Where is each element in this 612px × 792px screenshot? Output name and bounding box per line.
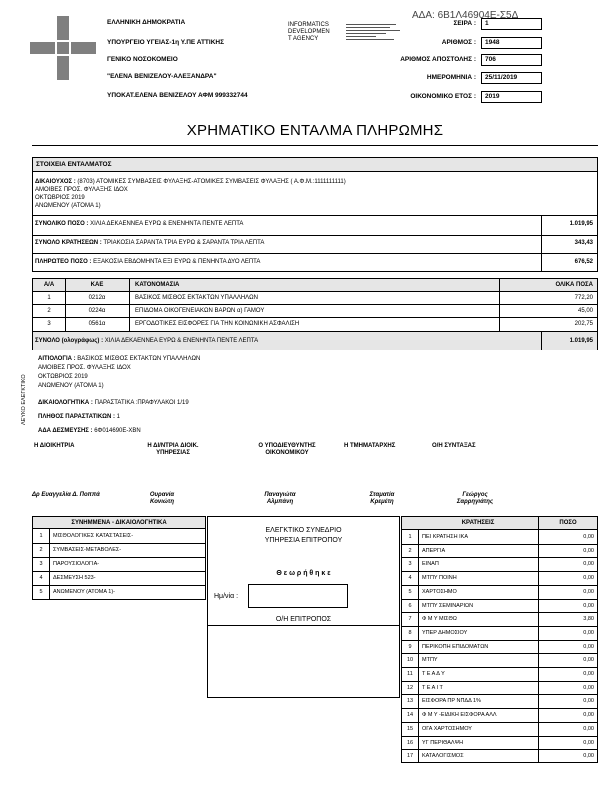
audit-title-2: ΥΠΗΡΕΣΙΑ ΕΠΙΤΡΟΠΟΥ [264,537,343,544]
commitment-ada-label: ΑΔΑ ΔΕΣΜΕΥΣΗΣ : [38,428,93,434]
deduction-index: 12 [406,684,414,691]
name-deputy-finance: Παναγιώτα Αλμπάνη [264,492,296,505]
row-divider [402,667,597,668]
reason-line-3: ΑΝΩΜΕΝΟΥ (ΑΤΟΜΑ 1) [38,383,104,389]
deduction-amount: 0,00 [583,684,594,691]
commitment-ada [38,428,141,435]
details-line-1: ΑΜΟΙΒΕΣ ΠΡΟΣ. ΦΥΛΑΞΗΣ ΙΔΟΧ [35,187,128,193]
total-amount-text: ΧΙΛΙΑ ΔΕΚΑΕΝΝΕΑ ΕΥΡΩ & ΕΝΕΝΗΝΤΑ ΠΕΝΤΕ ΛΕΠΤΑ [90,221,244,227]
document-title: ΧΡΗΜΑΤΙΚΟ ΕΝΤΑΛΜΑ ΠΛΗΡΩΜΗΣ [186,122,444,139]
deduction-amount: 0,00 [583,712,594,719]
total-amount-value: 1.019,95 [569,221,593,227]
field-year-value: 2019 [481,91,542,103]
deduction-name: Τ Ε Α Δ Υ [422,671,445,677]
audit-title-1: ΕΛΕΓΚΤΙΚΟ ΣΥΝΕΔΡΙΟ [265,527,342,534]
row-divider [402,722,597,723]
ada-number: ΑΔΑ: 6Β1Λ46904Ε-Σ5Δ [412,10,519,21]
role-author: Ο/Η ΣΥΝΤΑΞΑΣ [432,443,476,449]
items-header-aa: Α/Α [43,282,55,288]
org-line-3: ΓΕΝΙΚΟ ΝΟΣΟΚΟΜΕΙΟ [107,56,178,63]
field-number-label: ΑΡΙΘΜΟΣ : [441,39,476,46]
agency-logo-text: INFORMATICS DEVELOPMEN T AGENCY [288,22,330,42]
row-divider [402,640,597,641]
items-table: Α/Α ΚΑΕ ΚΑΤΟΝΟΜΑΣΙΑ ΟΛΙΚΑ ΠΟΣΑ 1 0212α ΒΑΣΙΚΟΣ ΜΙΣΘΟΣ ΕΚΤΑΚΤΩΝ ΥΠΑΛΛΗΛΩΝ 772,20 2 0224α ΕΠΙΔΟΜΑ ΟΙΚΟΓΕΝΕΙΑΚΩΝ ΒΑΡΩΝ α) ΓΑΜΟΥ 45,00 3 0561α ΕΡΓΟΔΟΤΙΚΕΣ ΕΙΣΦΟΡΕΣ ΓΙΑ ΤΗΝ ΚΟΙΝΩΝΙΚΗ ΑΣΦΑΛΙΣΗ 202,75 ΣΥΝΟΛΟ (ολογράφως) : ΧΙΛΙΑ ΔΕΚΑΕΝΝΕΑ ΕΥΡΩ & ΕΝΕΝΗΝΤΑ ΠΕΝΤΕ ΛΕΠΤΑ 1.019,95 [32,278,598,350]
field-series-label: ΣΕΙΡΑ : [453,20,476,27]
deduction-name: ΠΕΙ ΚΡΑΤΗΣΗ ΙΚΑ [422,534,468,540]
row-divider [402,626,597,627]
deductions-total-text: ΤΡΙΑΚΟΣΙΑ ΣΑΡΑΝΤΑ ΤΡΙΑ ΕΥΡΩ & ΣΑΡΑΝΤΑ ΤΡΙΑ ΛΕΠΤΑ [103,240,265,246]
row-divider [402,694,597,695]
documents-value: ΠΑΡΑΣΤΑΤΙΚΑ :ΠΡΑΦΥΛΑΚΟΙ 1/19 [94,400,189,406]
deduction-amount: 0,00 [583,657,594,664]
documents-count-label: ΠΛΗΘΟΣ ΠΑΡΑΣΤΑΤΙΚΩΝ : [38,414,115,420]
row-divider [402,599,597,600]
name-head-of-section: Σταματία Κρεμέτη [369,492,395,505]
reason-label: ΑΙΤΙΟΛΟΓΙΑ : [38,356,76,362]
items-total-text: ΧΙΛΙΑ ΔΕΚΑΕΝΝΕΑ ΕΥΡΩ & ΕΝΕΝΗΝΤΑ ΠΕΝΤΕ ΛΕΠΤΑ [104,338,259,344]
deduction-index: 16 [406,739,414,746]
deduction-amount: 0,00 [583,671,594,677]
field-year-label: ΟΙΚΟΝΟΜΙΚΟ ΕΤΟΣ : [410,93,476,100]
items-header-total: ΟΛΙΚΑ ΠΟΣΑ [555,282,593,288]
name-author: Γεώργος Σαρρηγιάτης [456,492,494,505]
payable-text: ΕΞΑΚΟΣΙΑ ΕΒΔΟΜΗΝΤΑ ΕΞΙ ΕΥΡΩ & ΠΕΝΗΝΤΑ ΔΥΟ ΛΕΠΤΑ [93,259,261,265]
side-label: ΛΕΥΚΟ ΕΛΕΓΚΤΙΚΟ [21,374,27,425]
beneficiary-value: (8703) ΑΤΟΜΙΚΕΣ ΣΥΜΒΑΣΕΙΣ ΦΥΛΑΞΗΣ-ΑΤΟΜΙΚΕΣ ΣΥΜΒΑΣΕΙΣ ΦΥΛΑΞΗΣ ( Α.Φ.Μ.:1111111111) [77,179,346,185]
beneficiary-label: ΔΙΚΑΙΟΥΧΟΣ : [35,179,76,185]
deduction-amount: 0,00 [583,547,594,554]
deduction-name: Φ Μ Υ ΜΙΣΘΩ [422,616,457,623]
deduction-amount: 0,00 [583,725,594,732]
items-header-name: ΚΑΤΟΝΟΜΑΣΙΑ [135,282,180,288]
deduction-index: 9 [408,643,412,650]
field-dispatch-value: 706 [481,54,542,66]
audit-seen: Θ ε ω ρ ή θ η κ ε [276,570,331,577]
payable-label: ΠΛΗΡΩΤΕΟ ΠΟΣΟ : [35,259,92,265]
name-director: Δρ Ευαγγελία Δ. Ποππά [32,492,100,498]
deduction-amount: 0,00 [583,602,594,609]
org-line-5: ΥΠΟΚΑΤ.ΕΛΕΝΑ ΒΕΝΙΖΕΛΟΥ ΑΦΜ 999332744 [107,92,248,99]
deduction-amount: 0,00 [583,534,594,540]
items-total-value: 1.019,95 [569,338,593,344]
deduction-index: 14 [406,712,414,719]
items-header-kae: ΚΑΕ [90,282,104,288]
field-number-value: 1948 [481,37,542,49]
role-director: Η ΔΙΟΙΚΗΤΡΙΑ [34,443,75,449]
deduction-index: 11 [407,671,413,677]
deduction-name: ΜΤΠΥ ΠΟΙΝΗ [422,575,457,582]
deduction-name: ΕΙΣΦΟΡΑ ΠΡ ΝΠΔΔ 1% [422,698,481,705]
deduction-index: 10 [406,657,414,664]
deduction-name: Τ Ε Α Ι Τ [422,684,443,691]
field-dispatch-label: ΑΡΙΘΜΟΣ ΑΠΟΣΤΟΛΗΣ : [400,56,476,63]
deduction-amount: 0,00 [583,698,594,705]
details-line-2: ΟΚΤΩΒΡΙΟΣ 2019 [35,195,85,201]
org-line-2: ΥΠΟΥΡΓΕΙΟ ΥΓΕΙΑΣ-1η Υ.ΠΕ ΑΤΤΙΚΗΣ [107,39,224,46]
details-line-3: ΑΝΩΜΕΝΟΥ (ΑΤΟΜΑ 1) [35,203,101,209]
deductions-total-label: ΣΥΝΟΛΟ ΚΡΑΤΗΣΕΩΝ : [35,240,102,246]
row-divider [402,653,597,654]
deduction-amount: 0,00 [583,629,594,636]
reason [38,356,200,363]
deduction-name: ΥΠΕΡ ΔΗΜΟΣΙΟΥ [422,629,468,636]
row-divider [402,585,597,586]
deduction-index: 7 [408,616,412,623]
deduction-name: ΠΕΡΙΚΟΠΗ ΕΠΙΔΟΜΑΤΩΝ [422,643,489,650]
details-section [32,157,598,272]
audit-date-label: Ημ/νία : [214,593,239,600]
deduction-name: ΜΤΠΥ ΣΕΜΙΝΑΡΙΩΝ [422,602,474,609]
audit-footer: Ο/Η ΕΠΙΤΡΟΠΟΣ [275,616,332,623]
row-divider [402,749,597,750]
deduction-name: ΧΑΡΤΟΣΗΜΟ [422,588,457,595]
total-amount-label: ΣΥΝΟΛΙΚΟ ΠΟΣΟ : [35,221,89,227]
deduction-index: 6 [408,602,412,609]
role-head-of-section: Η ΤΜΗΜΑΤΑΡΧΗΣ [344,443,396,449]
audit-date-field[interactable] [248,584,348,608]
role-deputy-finance: Ο ΥΠΟΔΙΕΥΘΥΝΤΗΣ ΟΙΚΟΝΟΜΙΚΟΥ [258,443,316,456]
org-line-4: "ΕΛΕΝΑ ΒΕΝΙΖΕΛΟΥ-ΑΛΕΞΑΝΔΡΑ" [107,73,217,80]
reason-line-2: ΟΚΤΩΒΡΙΟΣ 2019 [38,374,88,380]
deduction-name: ΑΠΕΡΓΙΑ [422,547,446,554]
deductions-table [401,516,598,763]
field-date-value: 25/11/2019 [481,72,542,84]
deduction-amount: 0,00 [583,643,594,650]
deduction-index: 4 [408,575,412,582]
commitment-ada-value: 6Φ014690Ε-ΧΒΝ [94,428,141,434]
row-divider [402,557,597,558]
documents-count-value: 1 [116,414,120,420]
deduction-index: 1 [408,534,412,540]
reason-value: ΒΑΣΙΚΟΣ ΜΙΣΘΟΣ ΕΚΤΑΚΤΩΝ ΥΠΑΛΛΗΛΩΝ [77,356,201,362]
attachments-table: ΣΥΝΗΜΜΕΝΑ - ΔΙΚΑΙΟΛΟΓΗΤΙΚΑ 1 ΜΙΣΘΟΛΟΓΙΚΕΣ ΚΑΤΑΣΤΑΣΕΙΣ- 2 ΣΥΜΒΑΣΕΙΣ-ΜΕΤΑΒΟΛΕΣ- 3 ΠΑΡΟΥΣΙΟΛΟΓΙΑ- 4 ΔΕΣΜΕΥΣΗ 523- 5 ΑΝΩΜΕΝΟΥ (ΑΤΟΜΑ 1)- [32,516,206,600]
org-line-1: ΕΛΛΗΝΙΚΗ ΔΗΜΟΚΡΑΤΙΑ [107,19,186,26]
deduction-index: 5 [408,588,412,595]
cross-logo [30,16,96,80]
row-divider [402,736,597,737]
deduction-name: ΟΓΑ ΧΑΡΤΟΣΗΜΟΥ [422,725,472,732]
documents [38,400,189,407]
deduction-name: ΥΓ ΠΕΡΙΘΑΛΨΗ [422,739,464,746]
payable-value: 676,52 [574,259,593,265]
deduction-index: 2 [408,547,412,554]
deduction-index: 3 [408,561,412,568]
deductions-header-amount: ΠΟΣΟ [559,520,577,526]
deduction-amount: 3,80 [583,616,594,623]
deduction-amount: 0,00 [583,753,594,760]
documents-count [38,414,120,421]
deductions-total-value: 343,43 [574,240,593,246]
deduction-index: 8 [408,629,412,636]
deduction-amount: 0,00 [583,588,594,595]
field-series-value: 1 [481,18,542,30]
deduction-name: Φ Μ Υ -ΕΙΔΙΚΗ ΕΙΣΦΟΡΑ ΑΛΛ [422,712,497,719]
reason-line-1: ΑΜΟΙΒΕΣ ΠΡΟΣ. ΦΥΛΑΞΗΣ ΙΔΟΧ [38,365,131,371]
deductions-header-name: ΚΡΑΤΗΣΕΙΣ [461,520,495,526]
name-admin-director: Ουρανία Κονιώτη [149,492,175,505]
deduction-amount: 0,00 [583,575,594,582]
deduction-name: ΚΑΤΑΛΟΓΙΣΜΟΣ [422,753,464,760]
deduction-name: ΜΤΠΥ [422,657,438,664]
title-rule [32,145,598,146]
details-section-title: ΣΤΟΙΧΕΙΑ ΕΝΤΑΛΜΑΤΟΣ [33,158,597,172]
row-divider [402,544,597,545]
deduction-amount: 0,00 [583,739,594,746]
items-total-row [35,338,258,345]
row-divider [402,681,597,682]
deduction-amount: 0,00 [583,561,594,568]
deduction-index: 17 [406,753,414,760]
items-total-label: ΣΥΝΟΛΟ (ολογράφως) : [35,338,104,344]
beneficiary [33,179,597,186]
deduction-index: 13 [406,698,414,705]
documents-label: ΔΙΚΑΙΟΛΟΓΗΤΙΚΑ : [38,400,93,406]
role-admin-director: Η ΔΙ/ΝΤΡΙΑ ΔΙΟΙΚ. ΥΠΗΡΕΣΙΑΣ [147,443,199,456]
row-divider [402,612,597,613]
field-date-label: ΗΜΕΡΟΜΗΝΙΑ : [426,74,476,81]
row-divider [402,571,597,572]
row-divider [402,708,597,709]
audit-box [207,516,400,698]
attachments-header: ΣΥΝΗΜΜΕΝΑ - ΔΙΚΑΙΟΛΟΓΗΤΙΚΑ [33,517,205,529]
deduction-index: 15 [406,725,414,732]
deduction-name: ΕΙΝΑΠ [422,561,439,568]
